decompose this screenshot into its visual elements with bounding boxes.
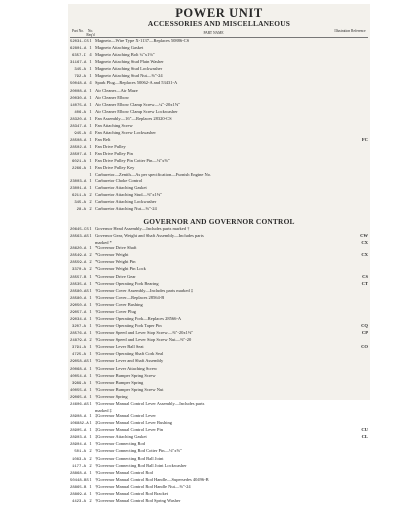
quantity: 1 xyxy=(89,490,92,496)
part-name: †Governor Cover Bushing xyxy=(95,301,143,307)
quantity: 2 xyxy=(89,191,92,197)
part-name: †Governor Spring xyxy=(95,393,128,399)
part-number: 28580-A xyxy=(70,296,87,301)
quantity: 1 xyxy=(89,151,92,157)
quantity: 1 xyxy=(89,413,92,419)
part-number: 792-A xyxy=(74,75,86,80)
quantity: 1 xyxy=(89,427,92,433)
parts-row xyxy=(70,109,368,116)
part-number: 945-A xyxy=(74,132,86,137)
parts-row xyxy=(70,358,368,365)
part-number: 3207-A xyxy=(71,325,86,330)
parts-row xyxy=(70,316,368,323)
part-number: 6357-I xyxy=(71,54,86,59)
part-number: 20008-A xyxy=(70,89,87,94)
quantity: 1 xyxy=(89,469,92,475)
part-number: 23001-A xyxy=(70,186,87,191)
part-name: †Governor Connecting Rod Ball Joint xyxy=(95,455,164,461)
part-number: 1177-A xyxy=(71,464,86,469)
parts-row xyxy=(70,309,368,316)
quantity: 2 xyxy=(89,498,92,503)
quantity: 1 xyxy=(89,400,92,406)
quantity: 2 xyxy=(89,448,92,454)
parts-row xyxy=(70,245,368,252)
part-name: Carburetor Attaching Nut—⅜"-24 xyxy=(95,205,157,211)
parts-row xyxy=(70,288,368,295)
parts-row xyxy=(70,52,368,59)
part-name: †Governor Manual Control Rod Handle—Supersedes 40496-B xyxy=(95,476,209,482)
parts-row xyxy=(70,427,368,434)
part-name: *Governor Drive Gear xyxy=(95,273,136,279)
part-number: 52031-CS xyxy=(70,40,89,44)
parts-row xyxy=(70,199,368,206)
part-number: 1083-A xyxy=(71,457,86,462)
column-headers xyxy=(70,29,368,38)
part-number: 28-A xyxy=(76,207,86,212)
quantity: 1 xyxy=(89,233,92,239)
part-name: Air Cleaner—Air Maze xyxy=(95,87,138,93)
part-name: †Governor Cover—Replaces 28564-B xyxy=(95,294,165,300)
part-name: Fan Drive Pulley Pin Cotter Pin—⅛"x⅝" xyxy=(95,158,170,164)
part-number: 406-A xyxy=(74,110,86,115)
quantity: 1 xyxy=(89,158,92,164)
quantity: 4 xyxy=(89,52,92,58)
part-name: ‡Governor Manual Control Lever Pin xyxy=(95,427,163,433)
part-number: 28865-B xyxy=(70,485,87,490)
part-name: Carburetor Attaching Gasket xyxy=(95,184,147,190)
quantity: 2 xyxy=(89,462,92,468)
quantity: 1 xyxy=(89,137,92,143)
part-name: †Governor Bumper Spring Screw Nut xyxy=(95,386,164,392)
part-name: Magneto Attaching Stud Lockwasher xyxy=(95,66,163,72)
parts-row xyxy=(70,413,368,420)
part-name: Fan Assembly—16"—Replaces 28320-CS xyxy=(95,115,172,121)
illustration-ref: CW xyxy=(360,233,368,239)
part-name: †Governor Manual Control Lever Assembly—Includes parts xyxy=(95,400,205,406)
part-name: †Governor Operating Shaft Cork Seal xyxy=(95,351,164,357)
part-number: 28320-A xyxy=(70,117,87,122)
quantity: 1 xyxy=(89,87,92,93)
quantity: 1 xyxy=(89,73,92,79)
part-name: †Governor Operating Fork Taper Pin xyxy=(95,323,162,329)
part-number: 24606-AS xyxy=(70,402,89,407)
quantity: 4 xyxy=(89,130,92,136)
part-number: 28869-A xyxy=(70,492,87,497)
parts-row xyxy=(70,158,368,165)
parts-row xyxy=(70,185,368,192)
parts-row xyxy=(70,484,368,491)
part-number: 28905-A xyxy=(70,429,87,434)
part-name: Magneto Attaching Gasket xyxy=(95,45,144,51)
quantity: 1 xyxy=(89,172,92,178)
quantity: 1 xyxy=(89,115,92,121)
part-name: †Governor Manual Control Rod xyxy=(95,469,153,475)
part-name: Carburetor—Zenith—As per specification—Furnish Engine No. xyxy=(95,172,212,178)
part-number: 3791-A xyxy=(71,346,86,351)
part-name: †Governor Cover Plug xyxy=(95,308,136,314)
part-number: 28580-AS xyxy=(70,289,89,294)
part-name: Carburetor Attaching Lockwasher xyxy=(95,198,157,204)
quantity: 1 xyxy=(89,59,92,65)
quantity: 1 xyxy=(89,308,92,314)
quantity: 1 xyxy=(89,287,92,293)
part-name: †Governor Bumper Spring xyxy=(95,379,144,385)
part-number: 31167-A xyxy=(70,61,87,66)
parts-row xyxy=(70,330,368,337)
quantity: 2 xyxy=(89,259,92,265)
part-name: †Governor Manual Control Rod Handle Nut—⅜"-24 xyxy=(95,483,191,489)
part-number: 28903-A xyxy=(70,436,87,441)
catalog-page xyxy=(68,4,370,504)
quantity: 1 xyxy=(89,225,92,231)
quantity: 1 xyxy=(89,94,92,100)
part-number: 6211-A xyxy=(71,193,86,198)
part-number: 345-A xyxy=(74,200,86,205)
part-name: Carburetor Attaching Stud—⅜"x1⅜" xyxy=(95,191,162,197)
part-name: ‡Governor Attaching Gasket xyxy=(95,434,147,440)
parts-row xyxy=(70,380,368,387)
part-number: 28347-A xyxy=(70,124,87,129)
parts-row xyxy=(70,470,368,477)
part-number: 28620-A xyxy=(70,247,87,252)
part-number: 4725-A xyxy=(71,353,86,358)
col-no-reqd: No. Req'd xyxy=(86,29,95,37)
parts-row xyxy=(70,102,368,109)
part-name: *Governor Weight Pin xyxy=(95,259,136,265)
part-number: 28576-A xyxy=(70,332,87,337)
part-number: 50448-BS xyxy=(70,478,89,483)
part-name: Air Cleaner Elbow Clamp Screw Lockwasher xyxy=(95,108,178,114)
section-heading-governor: GOVERNOR AND GOVERNOR CONTROL xyxy=(143,216,295,226)
col-part-name: PART NAME xyxy=(203,31,224,35)
part-name: marked ‡ xyxy=(95,407,112,413)
quantity: 1 xyxy=(89,358,92,364)
quantity: 1 xyxy=(89,245,92,251)
part-name: Fan Attaching Screw Lockwasher xyxy=(95,130,156,136)
quantity: 4 xyxy=(89,80,92,86)
quantity: 1 xyxy=(89,330,92,336)
parts-row xyxy=(70,123,368,130)
quantity: 1 xyxy=(89,315,92,321)
part-number: 28908-A xyxy=(70,415,87,420)
part-name: †Governor Cover Assembly—Includes parts marked ‡ xyxy=(95,287,194,293)
parts-row xyxy=(70,80,368,87)
part-name: †Governor Operating Fork—Replaces 28566-A xyxy=(95,315,182,321)
part-name: †Governor Speed and Lever Stop Screw Nut—⅜"-20 xyxy=(95,337,192,343)
parts-row xyxy=(70,281,368,288)
part-number: 28549-A xyxy=(70,254,87,259)
part-name: Spark Plug—Replaces 50062-A and 53431-A xyxy=(95,80,178,86)
part-number: 40055-A xyxy=(70,388,87,393)
parts-row xyxy=(70,226,368,233)
part-number: 29034-A xyxy=(70,317,87,322)
quantity: 2 xyxy=(89,205,92,211)
quantity: 1 xyxy=(89,122,92,128)
part-name: †Governor Manual Control Rod Bracket xyxy=(95,490,168,496)
quantity: 1 xyxy=(89,301,92,307)
parts-row xyxy=(70,73,368,80)
part-name: *Governor Drive Shaft xyxy=(95,245,137,251)
part-number: 106882-A xyxy=(70,422,89,427)
quantity: 2 xyxy=(89,198,92,204)
quantity: 1 xyxy=(89,379,92,385)
parts-row xyxy=(70,95,368,102)
quantity: 1 xyxy=(89,441,92,447)
illustration-ref: CQ xyxy=(361,323,368,329)
illustration-ref: FC xyxy=(361,137,368,143)
quantity: 1 xyxy=(89,393,92,399)
part-name: †Governor Lever Ball Seat xyxy=(95,344,144,350)
page-title: POWER UNIT xyxy=(175,6,263,20)
quantity: 1 xyxy=(89,165,92,171)
parts-row xyxy=(70,491,368,498)
quantity: 2 xyxy=(89,266,92,272)
quantity: 1 xyxy=(89,45,92,51)
part-name: †Governor Connecting Rod Ball Joint Lockwasher xyxy=(95,462,187,468)
illustration-ref: CL xyxy=(361,434,368,440)
parts-row xyxy=(70,151,368,158)
part-number: 6021-A xyxy=(71,160,86,165)
part-number: 28557-B xyxy=(70,275,87,280)
part-name: †Governor Speed and Lever Stop Screw—⅜"-20x1⅜" xyxy=(95,330,194,336)
part-number: 50048-A xyxy=(70,82,87,87)
quantity: 1 xyxy=(89,177,92,183)
part-name: Fan Drive Pulley xyxy=(95,144,126,150)
part-number: 23003-A xyxy=(70,179,87,184)
part-name: Magneto—Wire Type X-1137—Replaces 50886-CS xyxy=(95,38,190,43)
parts-row xyxy=(70,302,368,309)
parts-row xyxy=(70,116,368,123)
quantity: 1 xyxy=(89,372,92,378)
quantity: 1 xyxy=(89,280,92,286)
part-number: 28508-A xyxy=(70,139,87,144)
illustration-ref: CX xyxy=(361,240,368,246)
part-number: 28507-A xyxy=(70,153,87,158)
part-name: ‡Governor Manual Control Lever xyxy=(95,413,156,419)
parts-row xyxy=(70,387,368,394)
part-name: †Governor Connecting Rod xyxy=(95,441,145,447)
part-name: Fan Belt xyxy=(95,137,111,143)
parts-row xyxy=(70,206,368,213)
quantity: 1 xyxy=(89,38,92,43)
quantity: 1 xyxy=(89,184,92,190)
parts-row xyxy=(70,130,368,137)
part-number: 28563-AS xyxy=(70,235,89,240)
part-name: Magneto Attaching Stud Nut—⅜"-24 xyxy=(95,73,163,79)
illustration-ref: CP xyxy=(361,330,368,336)
parts-row xyxy=(70,498,368,505)
parts-row xyxy=(70,366,368,373)
parts-row xyxy=(70,59,368,66)
part-number: 20030-A xyxy=(70,96,87,101)
part-name: marked * xyxy=(95,240,112,246)
parts-row xyxy=(70,274,368,281)
parts-row xyxy=(70,165,368,172)
col-part-no: Part No. xyxy=(72,29,84,33)
parts-row xyxy=(70,252,368,259)
quantity: 2 xyxy=(89,337,92,343)
part-number: 28502-A xyxy=(70,146,87,151)
parts-row xyxy=(70,295,368,302)
section-heading-accessories: ACCESSORIES AND MISCELLANEOUS xyxy=(147,19,291,28)
parts-row xyxy=(70,323,368,330)
illustration-ref: CT xyxy=(361,280,368,286)
col-illustration-ref: Illustration Reference xyxy=(334,29,366,33)
parts-row xyxy=(70,266,368,273)
part-number: 29057-A xyxy=(70,310,87,315)
parts-row xyxy=(70,401,368,408)
part-number: 28868-A xyxy=(70,471,87,476)
part-number: 3989-A xyxy=(71,381,86,386)
part-number: 20068-A xyxy=(70,367,87,372)
part-number: 14075-A xyxy=(70,103,87,108)
part-number: 28904-A xyxy=(70,443,87,448)
part-number: 20645-CS xyxy=(70,227,89,232)
part-name: †Governor Lever Attaching Screw xyxy=(95,365,158,371)
part-name: Carburetor Choke Control xyxy=(95,177,143,183)
quantity: 1 xyxy=(89,344,92,350)
part-name: *Governor Operating Fork Bearing xyxy=(95,280,159,286)
parts-row xyxy=(70,337,368,344)
quantity: 1 xyxy=(89,273,92,279)
parts-row xyxy=(70,192,368,199)
part-name: Fan Attaching Screw xyxy=(95,122,133,128)
parts-row xyxy=(70,178,368,185)
parts-row xyxy=(70,373,368,380)
quantity: 1 xyxy=(89,420,92,426)
accessories-parts-list xyxy=(68,38,370,213)
part-name: Air Cleaner Elbow xyxy=(95,94,129,100)
part-name: †Governor Bumper Spring Screw xyxy=(95,372,156,378)
part-name: †Governor Lever and Shaft Assembly xyxy=(95,358,164,364)
parts-row xyxy=(70,88,368,95)
part-number: 29058-AS xyxy=(70,360,89,365)
parts-row xyxy=(70,456,368,463)
parts-row xyxy=(70,448,368,455)
part-number: 501-A xyxy=(74,450,86,455)
part-name: ‡Governor Manual Control Lever Bushing xyxy=(95,420,172,426)
illustration-ref: CO xyxy=(361,344,368,350)
part-name: †Governor Connecting Rod Cotter Pin—⅛"x⅝" xyxy=(95,448,182,454)
quantity: 1 xyxy=(89,101,92,107)
part-number: 29050-A xyxy=(70,303,87,308)
quantity: 1 xyxy=(89,386,92,392)
parts-row xyxy=(70,259,368,266)
part-name: Air Cleaner Elbow Clamp Screw—¼"-20x1⅝" xyxy=(95,101,180,107)
parts-row xyxy=(70,45,368,52)
part-number: 28559-A xyxy=(70,261,87,266)
parts-row xyxy=(70,38,368,45)
part-name: *Governor Weight xyxy=(95,252,129,258)
parts-row xyxy=(70,233,368,240)
parts-row xyxy=(70,144,368,151)
part-number: 4423-A xyxy=(71,500,86,504)
part-number: 24879-A xyxy=(70,339,87,344)
quantity: 1 xyxy=(89,365,92,371)
part-number: 28535-A xyxy=(70,282,87,287)
parts-row xyxy=(70,344,368,351)
part-name: Fan Drive Pulley Pin xyxy=(95,151,133,157)
illustration-ref: CS xyxy=(362,273,368,279)
illustration-ref: CU xyxy=(361,427,368,433)
part-number: 2266-A xyxy=(71,167,86,172)
part-name: Magneto Attaching Bolt ¾"x1⅛" xyxy=(95,52,155,58)
quantity: 1 xyxy=(89,294,92,300)
governor-parts-list xyxy=(68,226,370,505)
quantity: 1 xyxy=(89,434,92,440)
parts-row xyxy=(70,394,368,401)
quantity: 1 xyxy=(89,476,92,482)
parts-row xyxy=(70,137,368,144)
part-name: Governor Gear, Weight and Shaft Assembly—Includes parts xyxy=(95,233,204,239)
illustration-ref: CX xyxy=(361,252,368,258)
parts-row xyxy=(70,66,368,73)
part-name: *Governor Weight Pin Lock xyxy=(95,266,146,272)
parts-row xyxy=(70,434,368,441)
part-number: 29065-A xyxy=(70,395,87,400)
part-number: 62801-A xyxy=(70,47,87,52)
parts-row xyxy=(70,351,368,358)
quantity: 1 xyxy=(89,323,92,329)
quantity: 1 xyxy=(89,351,92,357)
quantity: 1 xyxy=(89,483,92,489)
parts-row xyxy=(70,420,368,427)
part-number: 345-A xyxy=(74,68,86,73)
quantity: 1 xyxy=(89,66,92,72)
part-name: Fan Drive Pulley Key xyxy=(95,165,135,171)
part-name: Magneto Attaching Stud Plain Washer xyxy=(95,59,164,65)
part-number: 40054-A xyxy=(70,374,87,379)
part-number: 3370-A xyxy=(71,268,86,273)
quantity: 2 xyxy=(89,252,92,258)
quantity: 2 xyxy=(89,455,92,461)
quantity: 1 xyxy=(89,108,92,114)
parts-row xyxy=(70,477,368,484)
part-name: †Governor Manual Control Rod Spring Washer xyxy=(95,498,181,503)
parts-row xyxy=(70,441,368,448)
part-name: Governor Head Assembly—Includes parts marked † xyxy=(95,225,190,231)
quantity: 1 xyxy=(89,144,92,150)
parts-row xyxy=(70,463,368,470)
